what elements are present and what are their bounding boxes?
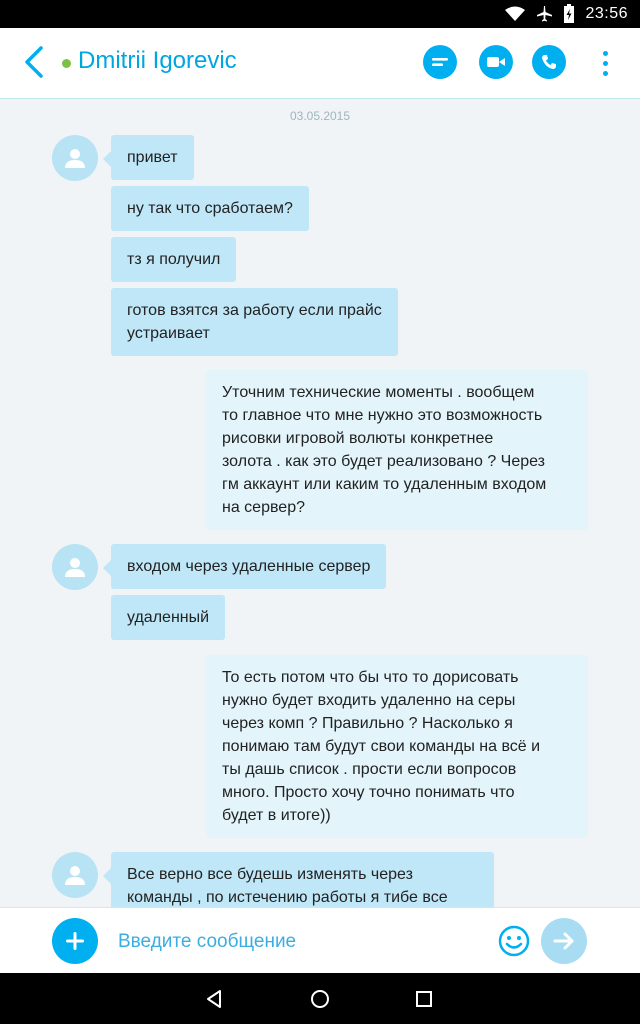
message-bubble-incoming[interactable]: привет: [111, 135, 194, 180]
presence-dot: [62, 59, 71, 68]
plus-icon: [65, 931, 85, 951]
contact-avatar[interactable]: [52, 852, 98, 898]
system-nav-bar: [0, 973, 640, 1024]
status-bar: [0, 0, 640, 28]
phone-call-button[interactable]: [532, 45, 566, 79]
back-triangle-icon: [204, 989, 224, 1009]
chevron-left-icon: [23, 45, 45, 79]
more-vert-icon: [603, 51, 608, 56]
smiley-icon: [497, 924, 531, 958]
message-bubble-incoming[interactable]: готов взятся за работу если прайс устраивает: [111, 288, 398, 356]
contact-avatar[interactable]: [52, 544, 98, 590]
message-bubble-incoming[interactable]: входом через удаленные сервер: [111, 544, 386, 589]
nav-back-button[interactable]: [200, 985, 228, 1013]
person-icon: [64, 556, 86, 578]
more-options-button[interactable]: [594, 46, 616, 80]
chat-button[interactable]: [423, 45, 457, 79]
home-circle-icon: [309, 988, 331, 1010]
send-button[interactable]: [541, 918, 587, 964]
add-attachment-button[interactable]: [52, 918, 98, 964]
nav-home-button[interactable]: [306, 985, 334, 1013]
message-bubble-incoming[interactable]: Все верно все будешь изменять через команды , по истечению работы я тибе все: [111, 852, 494, 907]
back-button[interactable]: [16, 44, 52, 80]
message-bubble-outgoing[interactable]: Уточним технические моменты . вообщем то главное что мне нужно это возможность рисовки игровой волюты конкретнее золота . как это будет реализовано ? Через гм аккаунт или каким то удаленным входом на сервер?: [206, 370, 588, 530]
message-bubble-incoming[interactable]: удаленный: [111, 595, 225, 640]
clock: 23:56: [585, 5, 628, 22]
battery-icon: [563, 4, 575, 24]
video-call-button[interactable]: [479, 45, 513, 79]
recents-square-icon: [415, 990, 433, 1008]
wifi-icon: [505, 6, 525, 22]
message-composer: [0, 907, 640, 974]
arrow-right-icon: [553, 931, 575, 951]
message-input[interactable]: [116, 926, 480, 958]
contact-avatar[interactable]: [52, 135, 98, 181]
conversation-pane[interactable]: [0, 99, 640, 907]
person-icon: [64, 147, 86, 169]
message-bubble-incoming[interactable]: тз я получил: [111, 237, 236, 282]
chat-header: [0, 28, 640, 99]
date-separator: 03.05.2015: [289, 109, 351, 123]
message-bubble-incoming[interactable]: ну так что сработаем?: [111, 186, 309, 231]
person-icon: [64, 864, 86, 886]
contact-name[interactable]: Dmitrii Igorevic: [78, 47, 237, 74]
chat-icon: [431, 55, 449, 69]
video-call-icon: [487, 56, 505, 68]
message-bubble-outgoing[interactable]: То есть потом что бы что то дорисовать нужно будет входить удаленно на серы через комп ? Правильно ? Насколько я понимаю там будут свои команды на всё и ты дашь список . прости если вопросов много. Просто хочу точно понимать что будет в итоге)): [206, 655, 588, 838]
airplane-icon: [535, 5, 553, 23]
phone-call-icon: [541, 54, 557, 70]
emoji-button[interactable]: [497, 924, 531, 958]
nav-recents-button[interactable]: [410, 985, 438, 1013]
